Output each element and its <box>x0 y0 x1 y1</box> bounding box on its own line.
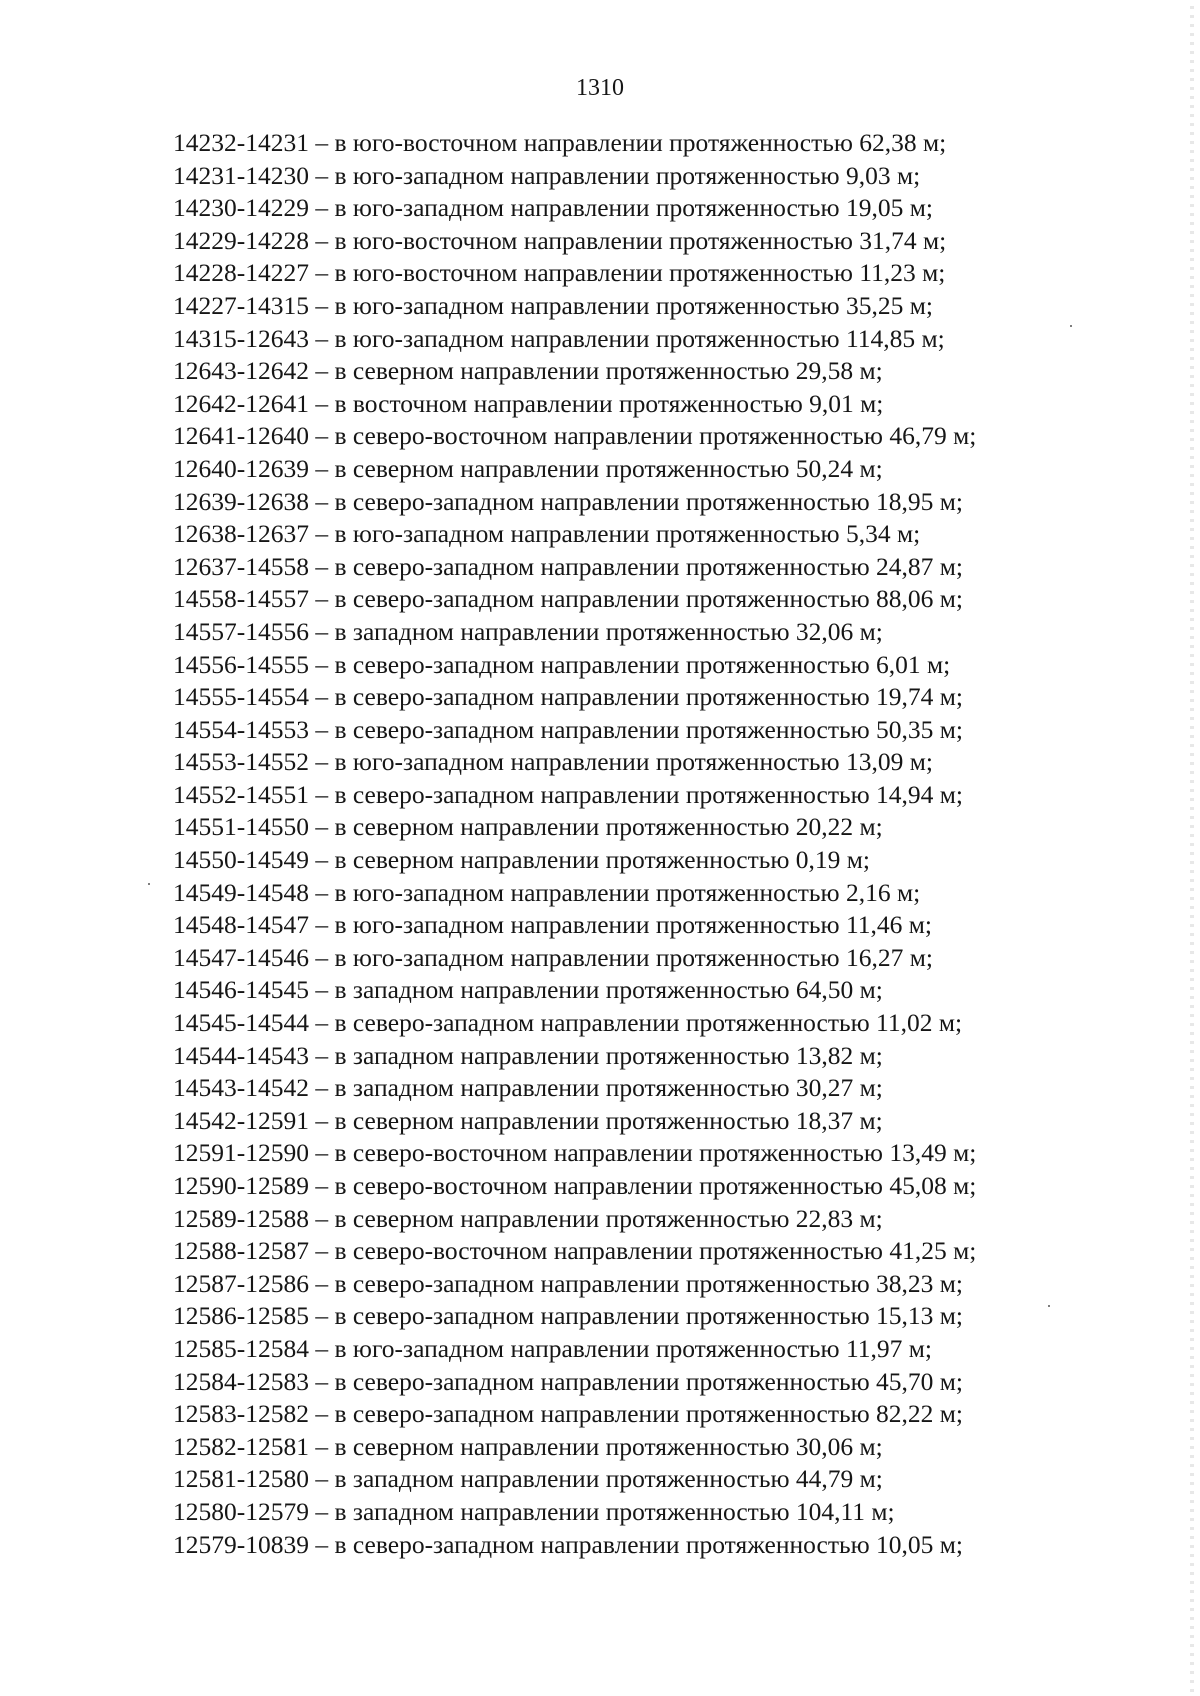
page-number: 1310 <box>576 75 624 101</box>
boundary-segment-list <box>173 127 1133 1561</box>
boundary-segment-line: 12640-12639 – в северном направлении протяженностью 50,24 м; <box>173 453 883 483</box>
boundary-segment-line: 12589-12588 – в северном направлении протяженностью 22,83 м; <box>173 1203 883 1233</box>
boundary-segment-line: 12641-12640 – в северо-восточном направлении протяженностью 46,79 м; <box>173 421 977 451</box>
boundary-segment-line: 14548-14547 – в юго-западном направлении протяженностью 11,46 м; <box>173 910 933 940</box>
boundary-segment-line: 14542-12591 – в северном направлении протяженностью 18,37 м; <box>173 1105 883 1135</box>
boundary-segment-line: 12590-12589 – в северо-восточном направлении протяженностью 45,08 м; <box>173 1171 977 1200</box>
boundary-segment-line: 12579-10839 – в северо-западном направлении протяженностью 10,05 м; <box>173 1529 963 1559</box>
boundary-segment-line: 12584-12583 – в северо-западном направлении протяженностью 45,70 м; <box>173 1366 963 1396</box>
boundary-segment-line: 14230-14229 – в юго-западном направлении протяженностью 19,05 м; <box>173 193 933 223</box>
boundary-segment-line: 12581-12580 – в западном направлении протяженностью 44,79 м; <box>173 1464 883 1494</box>
boundary-segment-line: 14547-14546 – в юго-западном направлении протяженностью 16,27 м; <box>173 942 933 972</box>
boundary-segment-line: 14227-14315 – в юго-западном направлении протяженностью 35,25 м; <box>173 290 933 320</box>
boundary-segment-line: 14229-14228 – в юго-восточном направлении протяженностью 31,74 м; <box>173 225 947 255</box>
boundary-segment-line: 12580-12579 – в западном направлении протяженностью 104,11 м; <box>173 1496 895 1526</box>
boundary-segment-line: 14558-14557 – в северо-западном направлении протяженностью 88,06 м; <box>173 584 963 614</box>
boundary-segment-line: 14554-14553 – в северо-западном направлении протяженностью 50,35 м; <box>173 714 963 744</box>
boundary-segment-line: 14552-14551 – в северо-западном направлении протяженностью 14,94 м; <box>173 779 963 809</box>
boundary-segment-line: 12638-12637 – в юго-западном направлении протяженностью 5,34 м; <box>173 519 921 549</box>
scan-speck <box>1048 1305 1050 1307</box>
boundary-segment-line: 12582-12581 – в северном направлении протяженностью 30,06 м; <box>173 1431 883 1461</box>
boundary-segment-line: 12637-14558 – в северо-западном направлении протяженностью 24,87 м; <box>173 551 963 581</box>
boundary-segment-line: 14545-14544 – в северо-западном направлении протяженностью 11,02 м; <box>173 1008 963 1038</box>
boundary-segment-line: 14546-14545 – в западном направлении протяженностью 64,50 м; <box>173 975 883 1005</box>
boundary-segment-line: 14544-14543 – в западном направлении протяженностью 13,82 м; <box>173 1040 883 1070</box>
boundary-segment-line: 14555-14554 – в северо-западном направлении протяженностью 19,74 м; <box>173 682 963 712</box>
boundary-segment-line: 14556-14555 – в северо-западном направлении протяженностью 6,01 м; <box>173 649 951 679</box>
boundary-segment-line: 14549-14548 – в юго-западном направлении протяженностью 2,16 м; <box>173 877 921 907</box>
boundary-segment-line: 12587-12586 – в северо-западном направлении протяженностью 38,23 м; <box>173 1268 963 1298</box>
boundary-segment-line: 14228-14227 – в юго-восточном направлении протяженностью 11,23 м; <box>173 258 946 288</box>
boundary-segment-line: 14231-14230 – в юго-западном направлении протяженностью 9,03 м; <box>173 160 921 190</box>
boundary-segment-line: 14543-14542 – в западном направлении протяженностью 30,27 м; <box>173 1073 883 1103</box>
scan-speck <box>148 883 150 885</box>
boundary-segment-line: 14557-14556 – в западном направлении протяженностью 32,06 м; <box>173 616 883 646</box>
boundary-segment-line: 12588-12587 – в северо-восточном направлении протяженностью 41,25 м; <box>173 1236 977 1266</box>
boundary-segment-line: 14315-12643 – в юго-западном направлении протяженностью 114,85 м; <box>173 323 945 353</box>
boundary-segment-line: 12642-12641 – в восточном направлении протяженностью 9,01 м; <box>173 388 884 418</box>
boundary-segment-line: 12583-12582 – в северо-западном направлении протяженностью 82,22 м; <box>173 1399 963 1429</box>
boundary-segment-line: 12585-12584 – в юго-западном направлении протяженностью 11,97 м; <box>173 1333 933 1363</box>
boundary-segment-line: 14551-14550 – в северном направлении протяженностью 20,22 м; <box>173 812 883 842</box>
boundary-segment-line: 14232-14231 – в юго-восточном направлении протяженностью 62,38 м; <box>173 128 947 157</box>
boundary-segment-line: 12643-12642 – в северном направлении протяженностью 29,58 м; <box>173 356 883 386</box>
boundary-segment-line: 12639-12638 – в северо-западном направлении протяженностью 18,95 м; <box>173 486 963 516</box>
boundary-segment-line: 14550-14549 – в северном направлении протяженностью 0,19 м; <box>173 845 871 875</box>
boundary-segment-line: 12586-12585 – в северо-западном направлении протяженностью 15,13 м; <box>173 1301 963 1331</box>
boundary-segment-line: 14553-14552 – в юго-западном направлении протяженностью 13,09 м; <box>173 747 933 777</box>
boundary-segment-line: 12591-12590 – в северо-восточном направлении протяженностью 13,49 м; <box>173 1138 977 1168</box>
scan-speck <box>1070 325 1072 327</box>
scan-edge-artifact <box>1190 0 1194 1696</box>
